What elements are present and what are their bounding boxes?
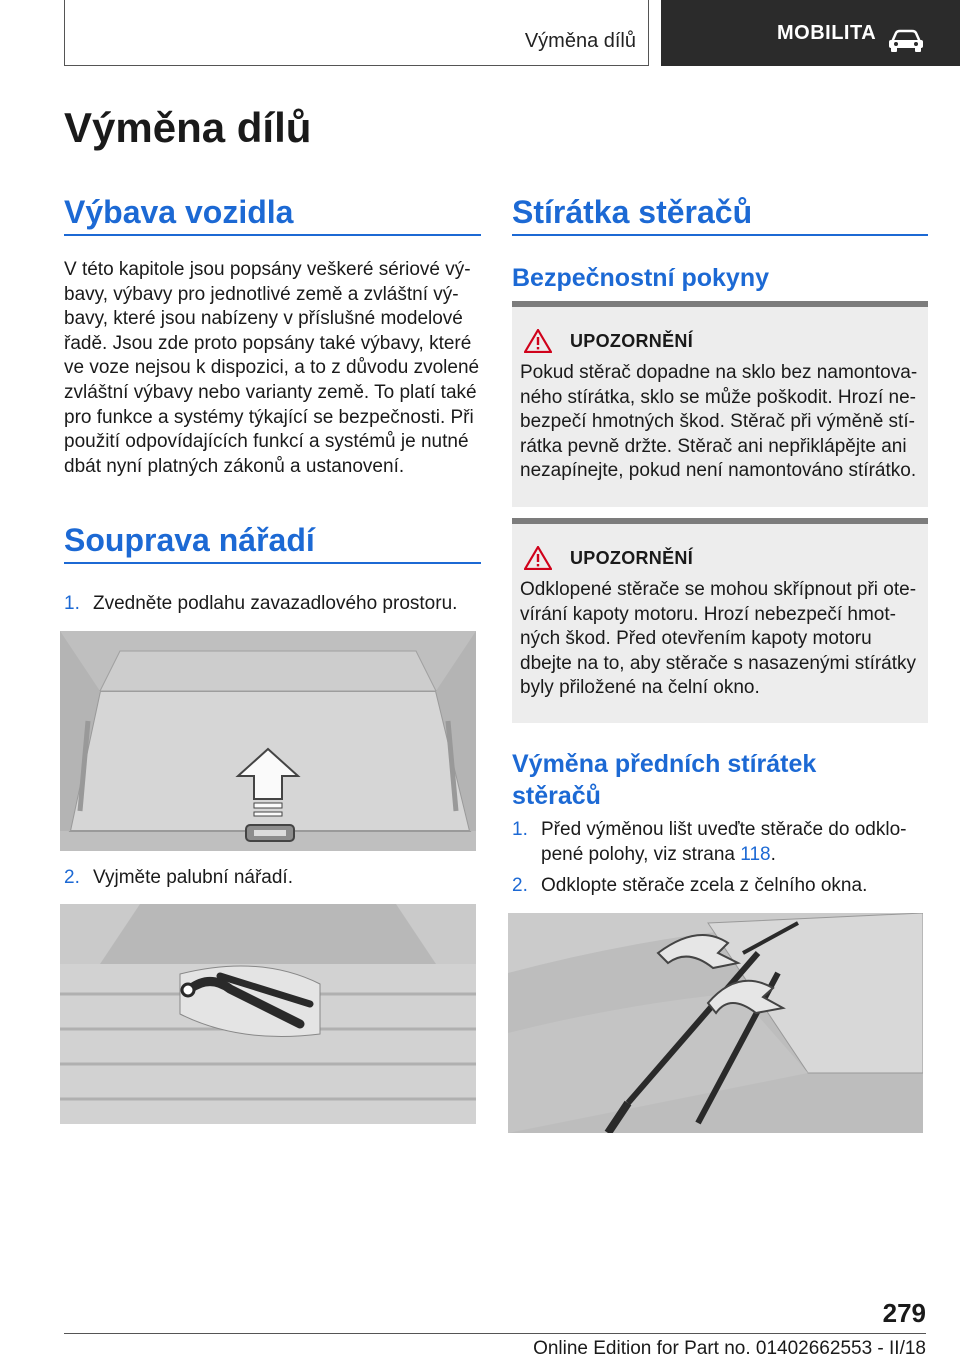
warning-box	[512, 518, 928, 723]
text-line: ného stírátka, sklo se může poškodit. Hrozí ne-	[520, 386, 917, 408]
text-line: dbát nyní platných zákonů a ustanovení.	[64, 455, 405, 477]
warning-header	[520, 329, 920, 353]
text-line: ných škod. Před otevřením kapoty motoru	[520, 628, 872, 650]
warning-text	[520, 361, 920, 484]
text-line: použití odpovídajících funkcí a systémů je nutné	[64, 431, 469, 453]
footer-edition-text: Online Edition for Part no. 01402662553 - II/18	[533, 1338, 926, 1359]
text-line: .	[770, 843, 776, 865]
step-number: 1.	[64, 593, 80, 614]
text-line: Pokud stěrač dopadne na sklo bez namontova-	[520, 362, 918, 383]
warning-triangle-icon	[524, 329, 552, 353]
step-item	[512, 874, 928, 899]
heading-rule	[64, 234, 481, 236]
step-item	[64, 866, 484, 891]
heading-souprava-naradi: Souprava nářadí	[64, 522, 315, 558]
text-line: ve voze nejsou k dispozici, a to z důvodu zvolené	[64, 357, 480, 379]
text-line: bavy, výbavy pro jednotlivé země a zvláštní vý-	[64, 283, 459, 305]
text-line: rátka pevně držte. Stěrač ani nepřiklápějte ani	[520, 435, 907, 457]
trunk-floor-illustration	[60, 631, 476, 851]
vybava-paragraph	[64, 258, 484, 479]
text-line: V této kapitole jsou popsány veškeré sériové vý-	[64, 259, 471, 280]
onboard-toolkit-illustration	[60, 904, 476, 1124]
heading-line: Výměna předních stírátek	[512, 750, 817, 778]
step-text	[541, 818, 906, 867]
page-reference-link[interactable]: 118	[740, 843, 771, 865]
text-line: pro funkce a systémy týkající se bezpečnosti. Při	[64, 406, 474, 428]
step-text: Odklopte stěrače zcela z čelního okna.	[541, 875, 868, 896]
heading-stiratka-steracu: Stírátka stěračů	[512, 194, 753, 230]
warning-title: UPOZORNĚNÍ	[570, 330, 694, 351]
header-section-box	[64, 0, 649, 66]
text-line: byly přiložené na čelní okno.	[520, 677, 760, 699]
text-line: bezpečí hmotných škod. Stěrač při výměně stí-	[520, 411, 915, 433]
step-text: Zvedněte podlahu zavazadlového prostoru.	[93, 593, 458, 614]
warning-box	[512, 301, 928, 507]
step-text: Vyjměte palubní nářadí.	[93, 867, 293, 888]
heading-vybava-vozidla: Výbava vozidla	[64, 194, 294, 230]
car-icon	[888, 28, 924, 52]
text-line: Před výměnou lišt uveďte stěrače do odklo-	[541, 819, 907, 840]
header-section-title: Výměna dílů	[524, 30, 636, 52]
page-title: Výměna dílů	[64, 104, 312, 151]
heading-rule	[64, 562, 481, 564]
heading-bezpecnostni-pokyny: Bezpečnostní pokyny	[512, 264, 769, 292]
text-line: nezapínejte, pokud není namontováno stírátko.	[520, 460, 917, 482]
footer-rule	[64, 1333, 926, 1334]
text-line: bavy, které jsou nabízeny v příslušné modelové	[64, 308, 463, 330]
heading-vymena-prednich-stiratek	[512, 748, 816, 812]
page-number: 279	[882, 1298, 926, 1328]
header-chapter-tab[interactable]	[661, 0, 960, 66]
wiper-fold-out-illustration	[508, 913, 923, 1133]
header-chapter-label: MOBILITA	[777, 21, 877, 44]
warning-title: UPOZORNĚNÍ	[570, 547, 694, 568]
text-line: pené polohy, viz strana	[541, 843, 741, 865]
heading-rule	[512, 234, 928, 236]
step-number: 1.	[512, 819, 528, 840]
step-number: 2.	[512, 875, 528, 896]
warning-text	[520, 578, 920, 701]
text-line: dbejte na to, aby stěrače s nasazenými stírátky	[520, 652, 917, 674]
step-item	[512, 818, 928, 867]
warning-triangle-icon	[524, 546, 552, 570]
text-line: vírání kapoty motoru. Hrozí nebezpečí hmot-	[520, 603, 896, 625]
text-line: zvláštní výbavy nebo varianty země. To platí také	[64, 381, 477, 403]
step-number: 2.	[64, 867, 80, 888]
text-line: Odklopené stěrače se mohou skřípnout při ote-	[520, 579, 917, 600]
step-item	[64, 592, 484, 617]
warning-header	[520, 546, 920, 570]
text-line: řadě. Jsou zde proto popsány také výbavy, které	[64, 332, 472, 354]
heading-line: stěračů	[512, 782, 601, 810]
